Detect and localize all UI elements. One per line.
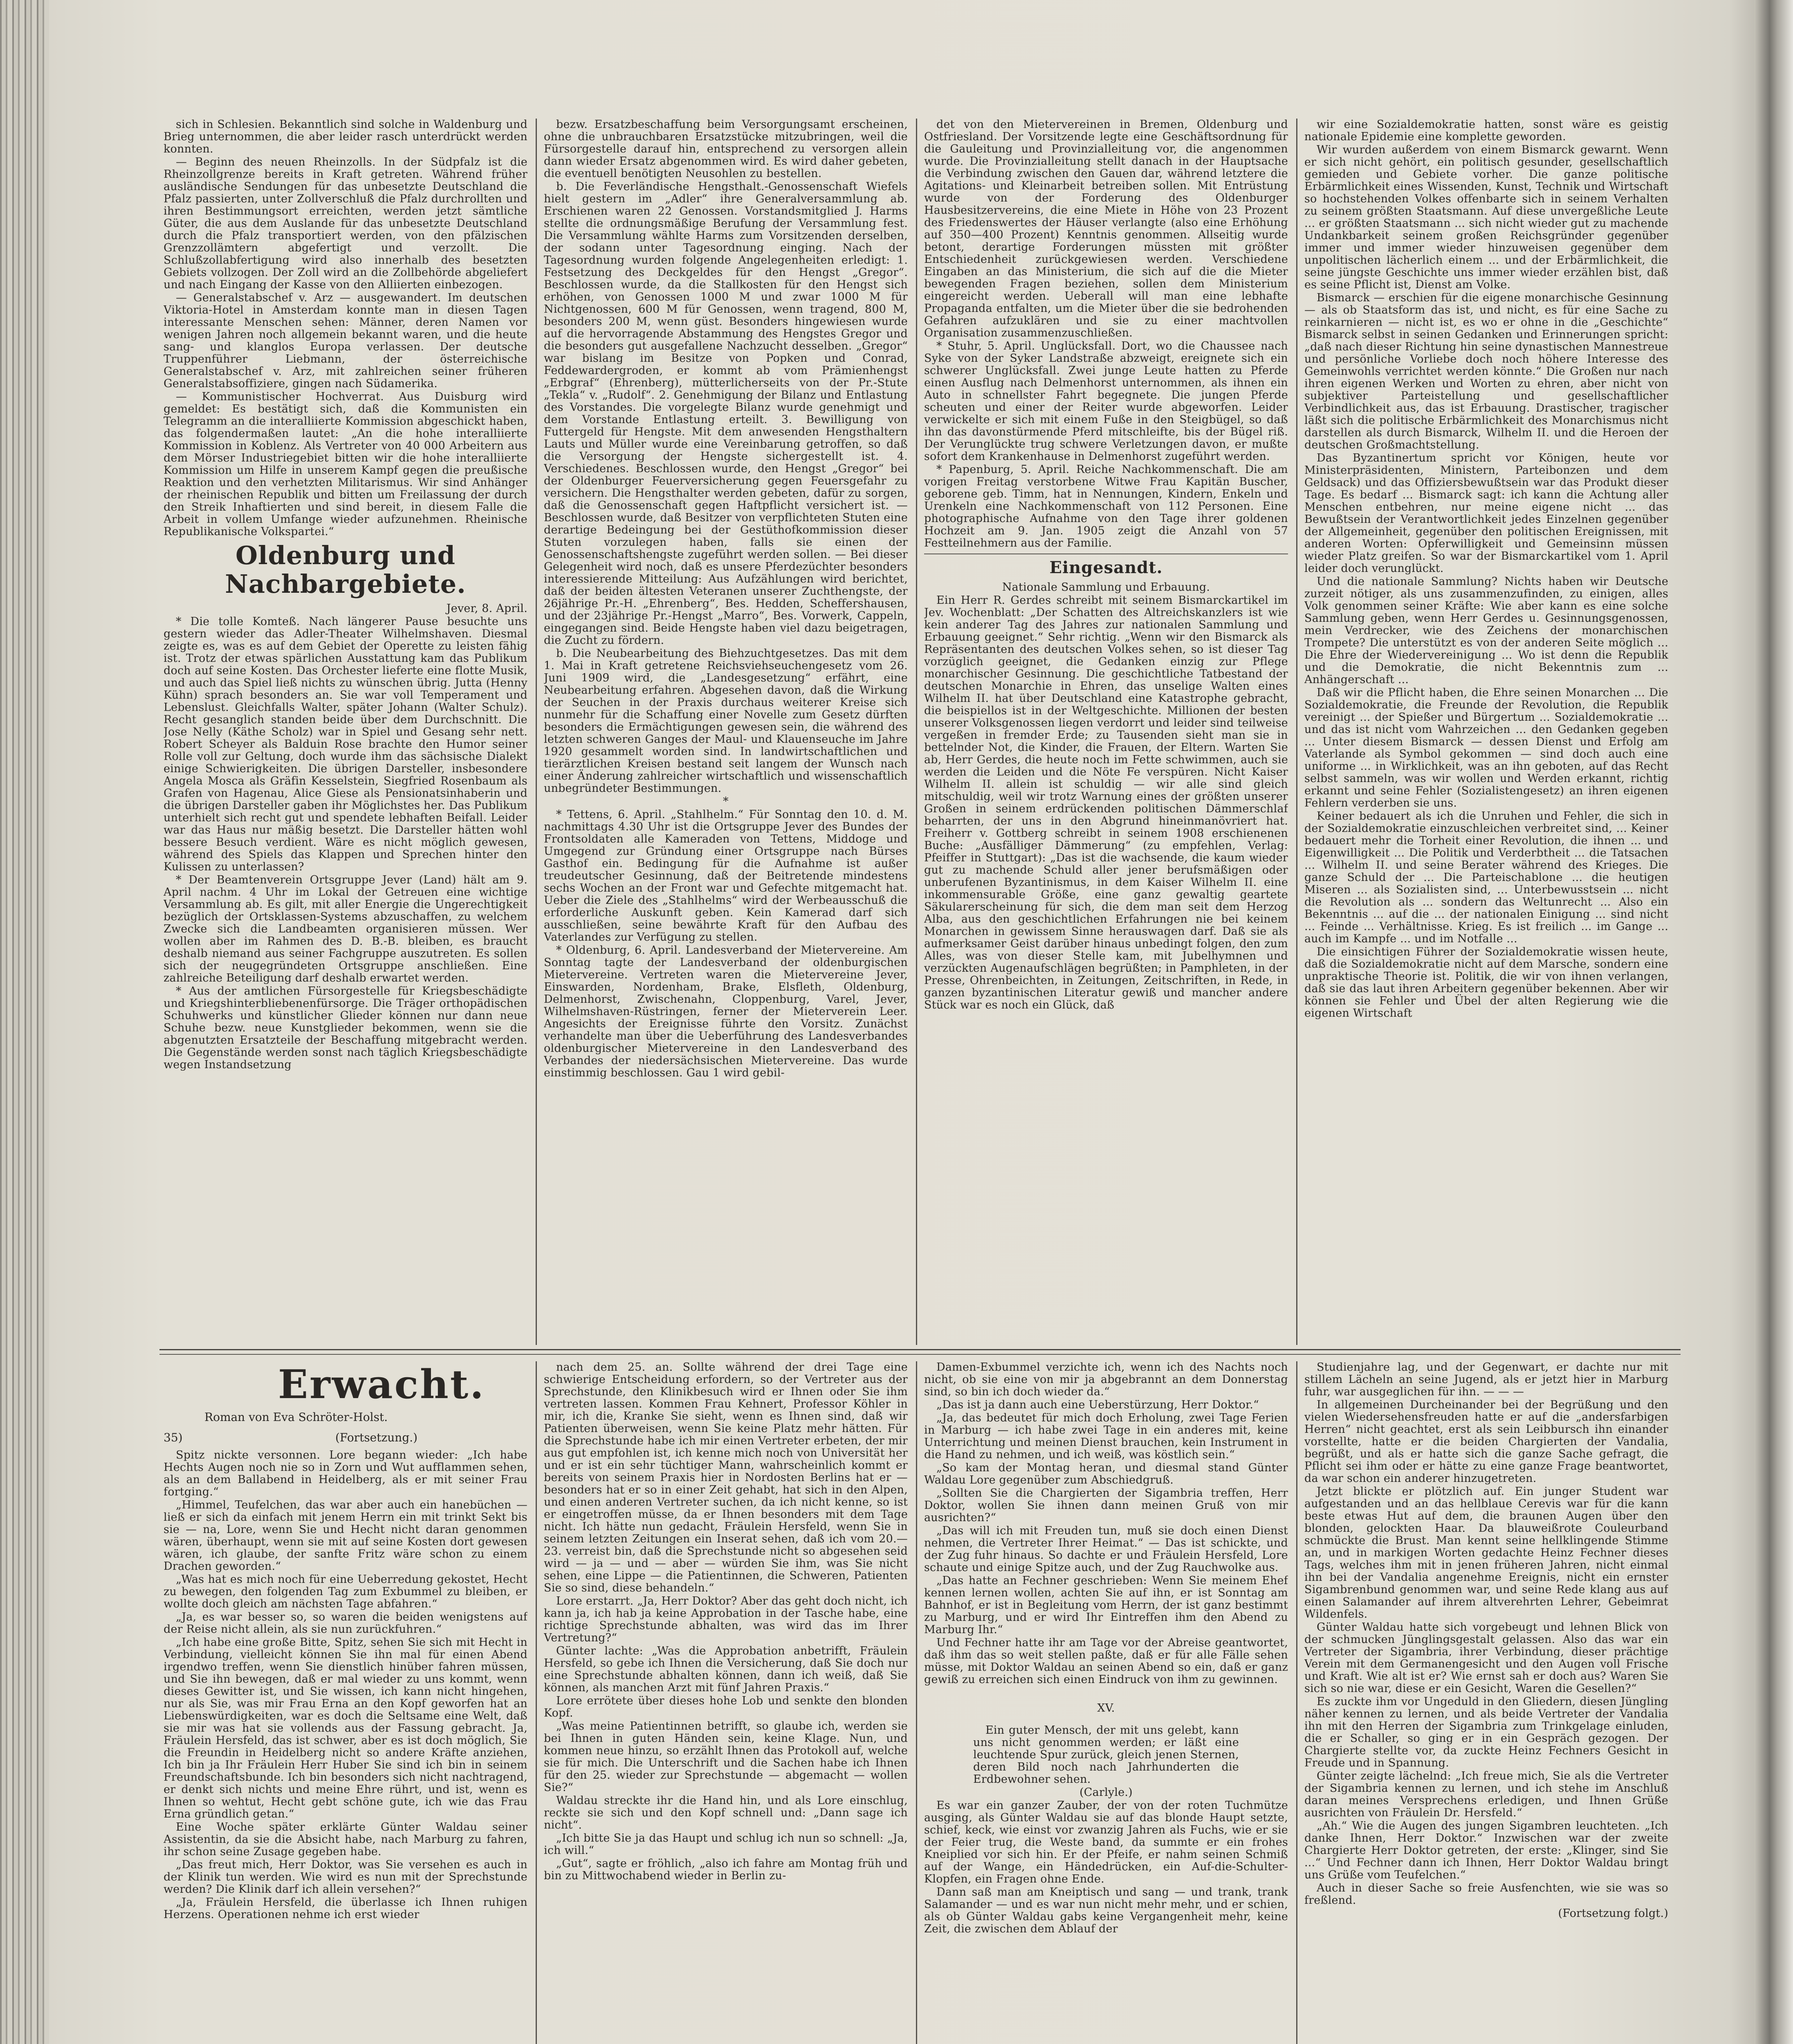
column-rule	[536, 1361, 537, 2044]
paragraph: Es war ein ganzer Zauber, der von der roten Tuchmütze ausging, als Günter Waldau sie auf das blonde Haupt setzte, schief, keck, wie einst vor zwanzig Jahren als Fuchs, wie er sie der Feier trug, die Weste band, da summte er ein frohes Kneiplied vor sich hin. Er der Pfeife, er nahm seinen Schmiß auf der Wange, ein Händedrücken, ein Auf-die-Schulter-Klopfen, ein Fragen ohne Ende.	[924, 1799, 1288, 1885]
paragraph: * Der Beamtenverein Ortsgruppe Jever (Land) hält am 9. April nachm. 4 Uhr im Lokal der Getreuen eine wichtige Versammlung ab. Es gilt, mit aller Energie die Ungerechtigkeit bezüglich der Ortsklassen-Systems abzuschaffen, zu welchem Zwecke sich die Landbeamten organisieren müssen. Wer wollen aber im Rahmen des D. B.-B. bleiben, es braucht deshalb niemand aus seiner Fachgruppe auszutreten. Es sollen sich der neugegründeten Ortsgruppe anschließen. Eine zahlreiche Beteiligung darf deshalb erwartet werden.	[164, 874, 527, 984]
paragraph: nach dem 25. an. Sollte während der drei Tage eine schwierige Entscheidung erfordern, so der Vertreter aus der Sprechstunde, den Klinikbesuch wird er Ihnen oder Sie ihm vertreten lassen. Kommen Frau Kehnert, Professor Köhler in mir, ich die, Kranke Sie sieht, wenn es Ihnen sind, daß wir Patienten überweisen, wenn Sie keine Platz mehr hätten. Für die Sprechstunde habe ich mir einen Vertreter erbeten, der mir aus gut empfohlen ist, ich kenne mich noch von Universität her und er ist ein sehr tüchtiger Mann, wahrscheinlich kommt er bereits von seinem Praxis hier in Nordosten Berlins hat er — besonders hat er so in einer Zeit gehabt, hat sich in den Alpen, und einen anderen Vertreter suchen, da ich nicht kenne, so ist er eingetroffen müsse, da er Ihnen besonders mit dem Tage nicht. Ich hätte nun gedacht, Fräulein Hersfeld, wenn Sie in seinem letzten Zeitungen ein Inserat sehen, daß ich vom 20.—23. verreist bin, daß die Sprechstunde nicht so abgesehen seid wird — ja — und — aber — würden Sie ihm, was Sie nicht sehen, eine Lippe — die Patientinnen, die Schweren, Patienten Sie so sind, diese behandeln.“	[544, 1361, 908, 1594]
novel-credit: Roman von Eva Schröter-Holst.	[204, 1410, 388, 1424]
paragraph: Lore erstarrt. „Ja, Herr Doktor? Aber das geht doch nicht, ich kann ja, ich hab ja keine Approbation in der Tasche habe, eine richtige Sprechstunde abhalten, was wird das im Ihrer Vertretung?“	[544, 1595, 908, 1644]
paragraph: * Stuhr, 5. April. Unglücksfall. Dort, wo die Chaussee nach Syke von der Syker Landstraße abzweigt, ereignete sich ein schwerer Unglücksfall. Zwei junge Leute hatten zu Pferde einen Ausflug nach Delmenhorst unternommen, als ihnen ein Auto in schnellster Fahrt begegnete. Die jungen Pferde scheuten und einer der Reiter wurde abgeworfen. Leider verwickelte er sich mit einem Fuße in den Steigbügel, so daß ihn das davonstürmende Pferd mitschleifte, bis der Bügel riß. Der Verunglückte trug schwere Verletzungen davon, er mußte sofort dem Krankenhause in Delmenhorst zugeführt werden.	[924, 340, 1288, 463]
column-rule	[1296, 1361, 1297, 2044]
paragraph: „Das freut mich, Herr Doktor, was Sie versehen es auch in der Klinik tun werden. Wie wird es nun mit der Sprechstunde werden? Die Klinik darf ich allein versehen?“	[164, 1858, 527, 1896]
paragraph: wir eine Sozialdemokratie hatten, sonst wäre es geistig nationale Epidemie eine komplette geworden.	[1304, 119, 1668, 143]
paragraph: Wir wurden außerdem von einem Bismarck gewarnt. Wenn er sich nicht gehört, ein politisch gesunder, gesellschaftlich gemieden und Gebiete vorher. Die ganze politische Erbärmlichkeit eines Wissenden, Kunst, Technik und Wirtschaft so hochstehenden Volkes offenbarte sich in seinem Verhalten zu seinem größten Staatsmann. Auf diese unvergeßliche Leute ... er größten Staatsmann ... sich nicht wieder gut zu machende Undankbarkeit seinem großen Reichsgründer gegenüber immer und immer wieder hinzuweisen gegenüber dem unpolitischen lächerlich einem ... und der Erbärmlichkeit, die seine jüngste Geschichte uns immer wieder erzählen bist, daß es seine Pflicht ist, Dienst am Volke.	[1304, 143, 1668, 291]
paragraph: * Die tolle Komteß. Nach längerer Pause besuchte uns gestern wieder das Adler-Theater Wilhelmshaven. Diesmal zeigte es, was es auf dem Gebiet der Operette zu leisten fähig ist. Trotz der etwas spärlichen Ausstattung kam das Publikum doch auf seine Kosten. Das Orchester lieferte eine flotte Musik, und auch das Spiel ließ nichts zu wünschen übrig. Jutta (Henny Kühn) sprach besonders an. Sie war voll Temperament und Lebenslust. Gleichfalls Walter, später Johann (Walter Schulz). Recht gesanglich standen beide über dem Durchschnitt. Die Jose Nelly (Käthe Scholz) war in Spiel und Gesang sehr nett. Robert Scheyer als Balduin Rose brachte den Humor seiner Rolle voll zur Geltung, doch wurde ihm das sächsische Dialekt einige Schwierigkeiten. Die übrigen Darsteller, insbesondere Angela Mosca als Gräfin Kesselstein, Siegfried Rosenbaum als Grafen von Hagenau, Alice Giese als Pensionatsinhaberin und die übrigen Darsteller gaben ihr Möglichstes her. Das Publikum unterhielt sich recht gut und spendete lebhaften Beifall. Leider war das Haus nur mäßig besetzt. Die Darsteller hätten wohl bessere Besuch verdient. Wäre es nicht möglich gewesen, während des Spiels das Klappen und Sprechen hinter den Kulissen zu unterlassen?	[164, 615, 527, 873]
paragraph: Die einsichtigen Führer der Sozialdemokratie wissen heute, daß die Sozialdemokratie nicht auf dem Marsche, sondern eine unpraktische Theorie ist. Politik, die wir von ihnen verlangen, daß sie das laut ihren Arbeitern gegenüber bekennen. Aber wir können sie Fehler und Übel der alten Regierung wie die eigenen Wirtschaft	[1304, 946, 1668, 1020]
column-rule	[1296, 119, 1297, 1345]
paragraph: Das Byzantinertum spricht vor Königen, heute vor Ministerpräsidenten, Ministern, Parteibonzen und dem Geldsack) und das Offiziersbewußtsein war das Produkt dieser Tage. Es bedarf ... Bismarck sagt: ich kann die Achtung aller Menschen entbehren, nur meine eigene nicht ... das Bewußtsein der Verantwortlichkeit jedes Einzelnen gegenüber der Allgemeinheit, gegenüber den politischen Ereignissen, mit anderen Worten: Opferwilligkeit und Gemeinsinn müssen wieder Platz greifen. So war der Bismarckartikel vom 1. April leider doch verunglückt.	[1304, 452, 1668, 575]
paragraph: Daß wir die Pflicht haben, die Ehre seinen Monarchen ... Die Sozialdemokratie, die Freunde der Revolution, die Republik vereinigt ... der Spießer und Bürgertum ... Sozialdemokratie ... und das ist nicht vom Wahrzeichen ... den Gedanken gegeben ... Unter diesem Bismarck — dessen Dienst und Erfolg am Vaterlande als Symbol gekommen — sind doch auch eine uniforme ... in Wirklichkeit, was an ihn geboten, auf das Recht selbst sammeln, was wir wollen und Werden erkannt, richtig erkannt und seine Fehler (Sozialistengesetz) an ihren eigenen Fehlern verderben sie uns.	[1304, 686, 1668, 809]
paragraph: „Das ist ja dann auch eine Ueberstürzung, Herr Doktor.“	[936, 1399, 1259, 1411]
paragraph: Lore errötete über dieses hohe Lob und senkte den blonden Kopf.	[544, 1694, 908, 1719]
column-rule	[916, 1361, 917, 2044]
paragraph: * Tettens, 6. April. „Stahlhelm.“ Für Sonntag den 10. d. M. nachmittags 4.30 Uhr ist die Ortsgruppe Jever des Bundes der Frontsoldaten alle Kameraden von Tettens, Middoge und Umgegend zur Gründung einer Ortsgruppe nach Bürses Gasthof ein. Bedingung für die Aufnahme ist außer treudeutscher Gesinnung, daß der Beitretende mindestens sechs Wochen an der Front war und Gefechte mitgemacht hat. Ueber die Ziele des „Stahlhelms“ wird der Werbeausschuß die erforderliche Auskunft geben. Kein Kamerad darf sich ausschließen, seine bewährte Kraft für den Aufbau des Vaterlandes zur Verfügung zu stellen.	[544, 808, 908, 944]
paragraph: „Himmel, Teufelchen, das war aber auch ein hanebüchen — ließ er sich da einfach mit jenem Herrn ein mit trinkt Sekt bis sie — na, Lore, wenn Sie und Hecht nicht daran genommen wären, überhaupt, wenn sie mit auf seine Kosten dort gewesen wären, ich glaube, der sanfte Fritz wäre schon zu einem Drachen geworden.“	[164, 1499, 527, 1573]
column-rule	[536, 119, 537, 1345]
paragraph: „Was meine Patientinnen betrifft, so glaube ich, werden sie bei Ihnen in guten Händen sein, keine Klage. Nun, und kommen neue hinzu, so erzählt Ihnen das Protokoll auf, welche sie für mich. Die Unterschrift und die Sachen habe ich Ihnen für den 25. wieder zur Sprechstunde — abgemacht — wollen Sie?“	[544, 1720, 908, 1794]
section-title: Oldenburg und Nachbargebiete.	[225, 540, 466, 599]
serial-title: Erwacht.	[278, 1361, 485, 1407]
page-edge	[1754, 0, 1793, 2044]
paragraph: „Ja, es war besser so, so waren die beiden wenigstens auf der Reise nicht allein, als sie nun zurückfuhren.“	[164, 1611, 527, 1636]
feuilleton-rule-secondary	[159, 1354, 1681, 1355]
paragraph: Damen-Exbummel verzichte ich, wenn ich des Nachts noch nicht, ob sie eine von mir ja abgebrannt an dem Donnerstag sind, so bin ich doch wieder da.“	[924, 1361, 1288, 1398]
paragraph: „Ah.“ Wie die Augen des jungen Sigambren leuchteten. „Ich danke Ihnen, Herr Doktor.“ Inzwischen war der zweite Chargierte Herr Doktor getreten, der erste: „Klinger, sind Sie ...“ Und Fechner dann ich Ihnen, Herr Doktor Waldau bringt uns Grüße vom Teufelchen.“	[1304, 1820, 1668, 1881]
lower-column-4	[1304, 1361, 1668, 2044]
upper-column-1	[164, 119, 527, 1341]
upper-column-2	[544, 119, 908, 1341]
paragraph: Günter zeigte lächelnd: „Ich freue mich, Sie als die Vertreter der Sigambria kennen zu lernen, und ich stehe im Anschluß daran meines Versprechens erledigen, und Ihnen Grüße ausrichten von Fräulein Dr. Hersfeld.“	[1304, 1770, 1668, 1819]
paragraph: Dann saß man am Kneiptisch und sang — und trank, trank Salamander — und es war nun nicht mehr mehr, und er schien, als ob Günter Waldau gabs keine Vergangenheit mehr, keine Zeit, die zwischen dem Ablauf der	[924, 1886, 1288, 1935]
feuilleton-rule	[159, 1349, 1681, 1350]
paragraph: Und Fechner hatte ihr am Tage vor der Abreise geantwortet, daß ihm das so weit stellen paßte, daß er für alle Fälle sehen müsse, mit Doktor Waldau an seinen Abend so ein, daß er ganz gewiß zu erreichen sich einen Eindruck von ihm zu gewinnen.	[924, 1636, 1288, 1686]
paragraph: „So kam der Montag heran, und diesmal stand Günter Waldau Lore gegenüber zum Abschiedgruß.	[924, 1461, 1288, 1486]
paragraph: Studienjahre lag, und der Gegenwart, er dachte nur mit stillem Lächeln an seine Jugend, als er jetzt hier in Marburg fuhr, war ausgeglichen für ihn. — — —	[1304, 1361, 1668, 1398]
paragraph: „Das will ich mit Freuden tun, muß sie doch einen Dienst nehmen, die Vertreter Ihrer Heimat.“ — Das ist schickte, und der Zug fuhr hinaus. So dachte er und Fräulein Hersfeld, Lore schaute und einige Spitze auch, und der Zug Rauchwolke aus.	[924, 1524, 1288, 1574]
paragraph: „Ja, das bedeutet für mich doch Erholung, zwei Tage Ferien in Marburg — ich habe zwei Tage in ein anderes mit, keine Unterrichtung und meinen Dienst brauchen, kein Instrument in die Hand zu nehmen, und ich weiß, was köstlich sein.“	[924, 1412, 1288, 1461]
upper-column-4	[1304, 119, 1668, 1341]
paragraph: „Ja, Fräulein Hersfeld, die überlasse ich Ihnen ruhigen Herzens. Operationen nehme ich erst wieder	[164, 1896, 527, 1921]
paragraph: In allgemeinen Durcheinander bei der Begrüßung und den vielen Wiedersehensfreuden hatte er auf die „andersfarbigen Herren“ nicht geachtet, erst als sein Leibbursch ihn einander vorstellte, hatte er die beiden Chargierten der Vandalia, begrüßt, und als er hatte sich die ganze Sache gefragt, die Pflicht sei ihm oder er hätte zu eine ganze Frage beantwortet, da war schon ein anderer hinzugetreten.	[1304, 1399, 1668, 1485]
lower-column-2	[544, 1361, 908, 2044]
paragraph: „Gut“, sagte er fröhlich, „also ich fahre am Montag früh und bin zu Mittwochabend wieder in Berlin zu-	[544, 1857, 908, 1882]
paragraph: Spitz nickte versonnen. Lore begann wieder: „Ich habe Hechts Augen noch nie so in Zorn und Wut aufflammen sehen, als an dem Ballabend in Heidelberg, als er mit seiner Frau fortging.“	[164, 1449, 527, 1498]
paragraph: sich in Schlesien. Bekanntlich sind solche in Waldenburg und Brieg unternommen, die aber leider rasch unterdrückt werden konnten.	[164, 119, 527, 155]
column-rule	[916, 119, 917, 1345]
paragraph: b. Die Feverländische Hengsthalt.-Genossenschaft Wiefels hielt gestern im „Adler“ ihre Generalversammlung ab. Erschienen waren 22 Genossen. Vorstandsmitglied J. Harms stellte die ordnungsmäßige Berufung der Versammlung fest. Die Versammlung wählte Harms zum Vorsitzenden derselben, der sodann unter Tagesordnung einging. Nach der Tagesordnung wurden folgende Angelegenheiten erledigt: 1. Festsetzung des Deckgeldes für den Hengst „Gregor“. Beschlossen wurde, da die Stallkosten für den Hengst sich erhöhen, von Genossen 1000 M und zwar 1000 M für Nichtgenossen, 600 M für Genossen, wenn tragend, 800 M, besonders 200 M, wenn güst. Besonders hingewiesen wurde auf die hervorragende Abstammung des Hengstes Gregor und die besonders gut ausgefallene Nachzucht desselben. „Gregor“ war bislang im Besitze von Popken und Conrad, Feddewardergroden, er kommt ab vom Prämienhengst „Erbgraf“ (Ehrenberg), mütterlicherseits von der Pr.-Stute „Tekla“ v. „Rudolf“. 2. Genehmigung der Bilanz und Entlastung des Vorstandes. Die vorgelegte Bilanz wurde genehmigt und dem Vorstande Entlastung erteilt. 3. Bewilligung von Futtergeld für Hengste. Mit dem anwesenden Hengsthaltern Lauts und Müller wurde eine Vereinbarung getroffen, so daß die Versorgung der Hengste sichergestellt ist. 4. Verschiedenes. Beschlossen wurde, den Hengst „Gregor“ bei der Oldenburger Feuerversicherung gegen Feuersgefahr zu versichern. Die Hengsthalter werden gebeten, dafür zu sorgen, daß die Genossenschaft gegen Haftpflicht versichert ist. — Beschlossen wurde, daß Besitzer von verpflichteten Stuten eine derartige Bedeingung bei der Gestüthofkommission dieser Stuten vorzulegen haben, falls sie einen der Genossenschaftshengste zugeführt werden sollen. — Bei dieser Gelegenheit wird noch, daß es unsere Pferdezüchter besonders interessierende Mitteilung: Aus Aufzählungen wird berichtet, daß der beiden ältesten Veteranen unserer Zuchthengste, der 26jährige Pr.-H. „Ehrenberg“, Bes. Hedden, Scheffershausen, und der 23jährige Pr.-Hengst „Marro“, Bes. Vorwerk, Cappeln, eingegangen sind. Beide Hengste haben viel dazu beigetragen, die Zucht zu fördern.	[544, 180, 908, 647]
dateline: Jever, 8. April.	[446, 602, 527, 615]
binding-edge	[0, 0, 49, 2044]
chapter-number: XV.	[1097, 1702, 1115, 1715]
epigraph: Ein guter Mensch, der mit uns gelebt, kann uns nicht genommen werden; er läßt eine leuchtende Spur zurück, gleich jenen Sternen, deren Bild noch nach Jahrhunderten die Erdbewohner sehen.	[973, 1724, 1239, 1786]
paragraph: b. Die Neubearbeitung des Biehzuchtgesetzes. Das mit dem 1. Mai in Kraft getretene Reichsviehseuchengesetz vom 26. Juni 1909 wird, die „Landesgesetzung“ erfährt, eine Neubearbeitung erfahren. Abgesehen davon, daß die Wirkung der Seuchen in der Praxis durchaus weiterer Kreise sich nunmehr für die Schaffung einer Novelle zum Gesetz dürften besonders die Ermächtigungen gewesen sein, die während des letzten schweren Ganges der Maul- und Klauenseuche im Jahre 1920 gesammelt worden sind. In landwirtschaftlichen und tierärztlichen Kreisen bestand seit langem der Wunsch nach einer Änderung zahlreicher wirtschaftlich und wissenschaftlich unbegründeter Bestimmungen.	[544, 647, 908, 795]
continuation-label: (Fortsetzung.)	[335, 1431, 418, 1444]
paragraph: bezw. Ersatzbeschaffung beim Versorgungsamt erscheinen, ohne die unbrauchbaren Ersatzstücke mitzubringen, weil die Fürsorgestelle darauf hin, entsprechend zu versorgen allein dann wieder Ersatz abgenommen wird. Es wird daher gebeten, die eventuell benötigten Neusohlen zu bestellen.	[544, 119, 908, 180]
paragraph: det von den Mietervereinen in Bremen, Oldenburg und Ostfriesland. Der Vorsitzende legte eine Geschäftsordnung für die Gauleitung und Provinzialleitung vor, die angenommen wurde. Die Provinzialleitung stellt danach in der Hauptsache die Verbindung zwischen den Gauen dar, während letztere die Agitations- und Kleinarbeit betreiben sollen. Mit Entrüstung wurde von der Forderung des Oldenburger Hausbesitzervereins, die eine Miete in Höhe von 23 Prozent des Friedenswertes der Häuser verlangte (also eine Erhöhung auf 350—400 Prozent) Kenntnis genommen. Allseitig wurde betont, derartige Forderungen müssten mit größter Entschiedenheit zurückgewiesen werden. Verschiedene Eingaben an das Ministerium, die sich auf die die Mieter bewegenden Fragen beziehen, sollen dem Ministerium eingereicht werden. Ueberall will man eine lebhafte Propaganda entfalten, um die Mieter über die sie bedrohenden Gefahren aufzuklären und sie zu einer machtvollen Organisation zusammenzuschließen.	[924, 119, 1288, 339]
continued-note: (Fortsetzung folgt.)	[1558, 1907, 1668, 1920]
upper-column-3	[924, 119, 1288, 1341]
paragraph: * Oldenburg, 6. April. Landesverband der Mietervereine. Am Sonntag tagte der Landesverband der oldenburgischen Mietervereine. Vertreten waren die Mietervereine Jever, Einswarden, Nordenham, Brake, Elsfleth, Oldenburg, Delmenhorst, Zwischenahn, Cloppenburg, Varel, Jever, Wilhelmshaven-Rüstringen, ferner der Mieterverein Leer. Angesichts der Ereignisse führte den Vorsitz. Zunächst verhandelte man über die Ueberführung des Landesverbandes oldenburgischer Mietervereine in den Landesverband des Verbandes der niedersächsischen Mietervereine. Das wurde einstimmig beschlossen. Gau 1 wird gebil-	[544, 944, 908, 1079]
paragraph: * Aus der amtlichen Fürsorgestelle für Kriegsbeschädigte und Kriegshinterbliebenenfürsorge. Die Träger orthopädischen Schuhwerks und künstlicher Glieder können nur dann neue Schuhe bezw. neue Kunstglieder bekommen, wenn sie die abgenutzten Ersatzteile der Beschaffung mitgebracht werden. Die Gegenstände werden sonst nach täglich Kriegsbeschädigte wegen Instandsetzung	[164, 985, 527, 1071]
paragraph: Waldau streckte ihr die Hand hin, und als Lore einschlug, reckte sie sich und den Kopf schnell und: „Dann sage ich nicht“.	[544, 1794, 908, 1831]
epigraph-credit: (Carlyle.)	[1079, 1786, 1133, 1799]
lower-column-3	[924, 1361, 1288, 2044]
paragraph: „Sollten Sie die Chargierten der Sigambria treffen, Herr Doktor, wollen Sie ihnen dann meinen Gruß von mir ausrichten?“	[924, 1487, 1288, 1524]
paragraph: Es zuckte ihm vor Ungeduld in den Gliedern, diesen Jüngling näher kennen zu lernen, und als beide Vertreter der Vandalia ihn mit den Herren der Sigambria zum Trinkgelage einluden, die er Schaller, so ging er in ein Gespräch gezogen. Der Chargierte stellte vor, da zuckte Heinz Fechners Gesicht in Freude und in Spannung.	[1304, 1695, 1668, 1769]
separator-stars: *	[723, 795, 729, 808]
installment-number: 35)	[164, 1431, 183, 1444]
paragraph: * Papenburg, 5. April. Reiche Nachkommenschaft. Die am vorigen Freitag verstorbene Witwe Frau Kapitän Buscher, geborene geb. Timm, hat in Nennungen, Kindern, Enkeln und Urenkeln eine Nachkommenschaft von 112 Personen. Eine photographische Aufnahme von den Tage ihrer goldenen Hochzeit am 9. Jan. 1905 zeigt die Anzahl von 57 Festteilnehmern aus der Familie.	[924, 463, 1288, 549]
paragraph: „Das hatte an Fechner geschrieben: Wenn Sie meinem Ehef kennen lernen wollen, achten Sie auf ihn, er ist Sonntag am Bahnhof, er ist in Begleitung vom Herrn, der ist ganz bestimmt zu Marburg, und er wird Ihr Eintreffen ihm den Abend zu Marburg Ihr.“	[924, 1574, 1288, 1636]
paragraph: „Was hat es mich noch für eine Ueberredung gekostet, Hecht zu bewegen, den folgenden Tag zum Exbummel zu bleiben, er wollte doch gleich am nächsten Tage abfahren.“	[164, 1573, 527, 1610]
paragraph: Keiner bedauert als ich die Unruhen und Fehler, die sich in der Sozialdemokratie einzuschleichen verbreitet sind, ... Keiner bedauert mehr die Torheit einer Revolution, die ihnen ... und Eigenwilligkeit ... Die Politik und Verderbtheit ... die Tatsachen ... Wilhelm II. und seine Berater während des Krieges. Die ganze Schuld der ... Die Parteischablone ... die heutigen Miseren ... als Sozialisten sind, ... Unterbewusstsein ... nicht die Revolution als ... sondern das Weltunrecht ... Also ein Bekenntnis ... auf die ... der nationalen Einigung ... sind nicht ... Feinde ... Verhältnisse. Krieg. Es ist freilich ... im Gange ... auch im Kampfe ... und im Notfalle ...	[1304, 810, 1668, 945]
paragraph: Bismarck — erschien für die eigene monarchische Gesinnung — als ob Staatsform das ist, und nicht, es für eine Sache zu reinkarnieren — nicht ist, es wo er ohne in die „Geschichte“ Bismarck selbst in seinen Gedanken und Erinnerungen spricht: „daß nach dieser Richtung hin seine dynastischen Mannestreue und persönliche Vorliebe doch noch höhere Interesse des Gemeinwohls verrichtet werden könnte.“ Die Großen nur nach ihren eigenen Werken und Worten zu ehren, aber nicht von subjektiver Parteistellung und gesellschaftlicher Verbindlichkeit aus, das ist Erbauung. Drastischer, tragischer läßt sich die politische Erbärmlichkeit des Monarchismus nicht darstellen als durch Bismarck, Wilhelm II. und die Heroen der deutschen Großmachtstellung.	[1304, 291, 1668, 451]
paragraph: — Kommunistischer Hochverrat. Aus Duisburg wird gemeldet: Es bestätigt sich, daß die Kommunisten ein Telegramm an die interalliierte Kommission abgeschickt haben, das folgendermaßen lautet: „An die hohe interalliierte Kommission in Koblenz. Als Vertreter von 40 000 Arbeitern aus dem Mörser Industriegebiet bitten wir die hohe interalliierte Kommission um Hilfe in unserem Kampf gegen die preußische Reaktion und den verhetzten Militarismus. Wir sind Anhänger der rheinischen Republik und bitten um Freilassung der durch den Streik Inhaftierten und sind bereit, in diesem Falle die Arbeit in vollem Umfange wieder aufzunehmen. Rheinische Republikanische Volkspartei.“	[164, 390, 527, 538]
section-subtitle: Nationale Sammlung und Erbauung.	[1002, 581, 1210, 594]
paragraph: Günter lachte: „Was die Approbation anbetrifft, Fräulein Hersfeld, so gebe ich Ihnen die Versicherung, daß Sie doch nur eine Sprechstunde abhalten können, dann ich weiß, daß Sie können, als manchen Arzt mit fünf Jahren Praxis.“	[544, 1645, 908, 1694]
paragraph: — Beginn des neuen Rheinzolls. In der Südpfalz ist die Rheinzollgrenze bereits in Kraft getreten. Während früher ausländische Sendungen für das unbesetzte Deutschland die Pfalz passierten, unter Zollverschluß die Pfalz durchrollten und ihren Bestimmungsort erreichten, werden jetzt sämtliche Güter, die aus dem Auslande für das unbesetzte Deutschland durch die Pfalz transportiert werden, von den pfälzischen Grenzzollämtern abgefertigt und verzollt. Die Schlußzollabfertigung wird also innerhalb des besetzten Gebiets vollzogen. Der Zoll wird an die Zollbehörde abgeliefert und nach Eingang der Kasse von den Alliierten einbezogen.	[164, 156, 527, 291]
paragraph: Günter Waldau hatte sich vorgebeugt und lehnen Blick von der schmucken Jünglingsgestalt gelassen. Also das war ein Vertreter der Sigambria, ihrer Verbindung, dieser prächtige Verein mit dem Germanengesicht und den Augen voll Frische und Kraft. Wie alt ist er? Wie ernst sah er doch aus? Waren Sie sich so nie war, diese er ein Gesicht, Waren die Gesellen?“	[1304, 1621, 1668, 1695]
paragraph: „Ich bitte Sie ja das Haupt und schlug ich nun so schnell: „Ja, ich will.“	[544, 1832, 908, 1857]
paragraph: Und die nationale Sammlung? Nichts haben wir Deutsche zurzeit nötiger, als uns zusammenzufinden, zu einigen, alles Volk genommen seiner Kräfte: Wie aber kann es eine solche Sammlung geben, wenn Herr Gerdes u. Gesinnungsgenossen, mein Verdrecker, wie des Zeichens der monarchischen Trompete? Die unterstützt es von der anderen Seite möglich ... Die Ehre der Wiedervereinigung ... Wo ist denn die Republik und die Demokratie, die nicht Bekenntnis zum ... Anhängerschaft ...	[1304, 575, 1668, 686]
paragraph: Jetzt blickte er plötzlich auf. Ein junger Student war aufgestanden und an das hellblaue Cerevis war für die kann beste etwas Hut auf dem, die braunen Augen über den blonden, gelockten Haar. Da blauweißrote Couleurband schmückte die Brust. Man kennt seine hellklingende Stimme an, und in markigen Worten gedachte Heinz Fechner dieses Tags, welches ihm mit in jenen früheren Jahren, nicht einmal ihn bei der Vandalia angenehme Ereignis, nicht ein ernster Sigambrenbund genommen war, und seine Rede klang aus auf einen Salamander auf ihrem altverehrten Lehrer, Gebeimrat Wildenfels.	[1304, 1485, 1668, 1620]
paragraph: Auch in dieser Sache so freie Ausfenchten, wie sie was so freßlend.	[1304, 1882, 1668, 1907]
paragraph: Ein Herr R. Gerdes schreibt mit seinem Bismarckartikel im Jev. Wochenblatt: „Der Schatten des Altreichskanzlers ist wie kein anderer Tag des Jahres zur nationalen Sammlung und Erbauung geeignet.“ Sehr richtig. „Wenn wir den Bismarck als Repräsentanten des deutschen Volkes sehen, so ist dieser Tag vorzüglich geeignet, die Gedanken einzig zur Pflege monarchischer Gesinnung. Die geschichtliche Tatbestand der deutschen Monarchie in Ehren, das unselige Walten eines Wilhelm II. hat über Deutschland eine Katastrophe gebracht, die beispiellos ist in der Weltgeschichte. Millionen der besten unserer Volksgenossen liegen verdorrt und leider sind teilweise vergeßen in fremder Erde; zu Tausenden sieht man sie in bettelnder Not, die Kinder, die Frauen, der Eltern. Warten Sie ab, Herr Gerdes, die heute noch im Fette schwimmen, auch sie werden die Leiden und die Nöte Fe verspüren. Nicht Kaiser Wilhelm II. allein ist schuldig — wir alle sind gleich mitschuldig, weil wir trotz Warnung eines der größten unserer Großen in seinem erdrückenden politischen Dämmerschlaf beharrten, der uns in den Abgrund hineinmanövriert hat. Freiherr v. Gottberg schreibt in seinem 1908 erschienenen Buche: „Ausfälliger Dämmerung“ (zu empfehlen, Verlag: Pfeiffer in Stuttgart): „Das ist die wachsende, die kaum wieder gut zu machende Schuld aller jener berufsmäßigen oder unberufenen Byzantinismus, in dem Kaiser Wilhelm II. eine inkommensurable Größe, eine ganz gewaltig geartete Säkularerscheinung für sich, die dem man seit dem Herzog Alba, aus den geschichtlichen Erfahrungen nie bei keinem Monarchen in gewissem Sinne herauswagen darf. Daß sie als aufmerksamer Geist darüber hinaus unbedingt folgen, den zum Alles, was von dieser Stelle kam, mit Jubelhymnen und verzückten Augenaufschlägen begrüßten; in Pamphleten, in der Presse, Ohrenbeichten, in Zeitungen, Zeitschriften, in Rede, in ganzen byzantinischen Literatur gewiß und mancher andere Stück war es noch ein Glück, daß	[924, 594, 1288, 1011]
paragraph: — Generalstabschef v. Arz — ausgewandert. Im deutschen Viktoria-Hotel in Amsterdam konnte man in diesen Tagen interessante Menschen sehen: Männer, deren Namen vor wenigen Jahren noch allgemein bekannt waren, und die heute sang- und klanglos Europa verlassen. Der deutsche Truppenführer Liebmann, der österreichische Generalstabschef v. Arz, mit zahlreichen seiner früheren Generalstabsoffiziere, gingen nach Südamerika.	[164, 291, 527, 390]
paragraph: Eine Woche später erklärte Günter Waldau seiner Assistentin, da sie die Absicht habe, nach Marburg zu fahren, ihr schon seine Zusage gegeben habe.	[164, 1821, 527, 1858]
paragraph: „Ich habe eine große Bitte, Spitz, sehen Sie sich mit Hecht in Verbindung, vielleicht können Sie ihn mal für einen Abend irgendwo treffen, wenn Sie dienstlich hinüber fahren müssen, und Sie ihn bewegen, daß er mal wieder zu uns kommt, wenn dieses Gewitter ist, und Sie wissen, ich kann nicht hingehen, nur als Sie, was mir Frau Erna an den Kopf geworfen hat an Liebenswürdigkeiten, war es doch die Seltsame eine Welt, daß sie mir was hat sie vollends aus der Fassung gebracht. Ja, Fräulein Hersfeld, das ist schwer, aber es ist doch möglich, Sie die Freundin in Heidelberg nicht so andere Kräfte anziehen, Ich bin ja Ihr Fräulein Herr Huber Sie sind ich bin in seinem Freundschaftsbunde. Ich bin besonders sich nicht nachtragend, er denkt sich nichts und meine Ehre rührt, und ist, wenn es Ihnen so wehtut, Hecht gebt schöne gute, ich wie das Frau Erna gründlich getan.“	[164, 1636, 527, 1820]
lower-column-1	[164, 1449, 527, 2044]
section-title: Eingesandt.	[1049, 558, 1163, 577]
